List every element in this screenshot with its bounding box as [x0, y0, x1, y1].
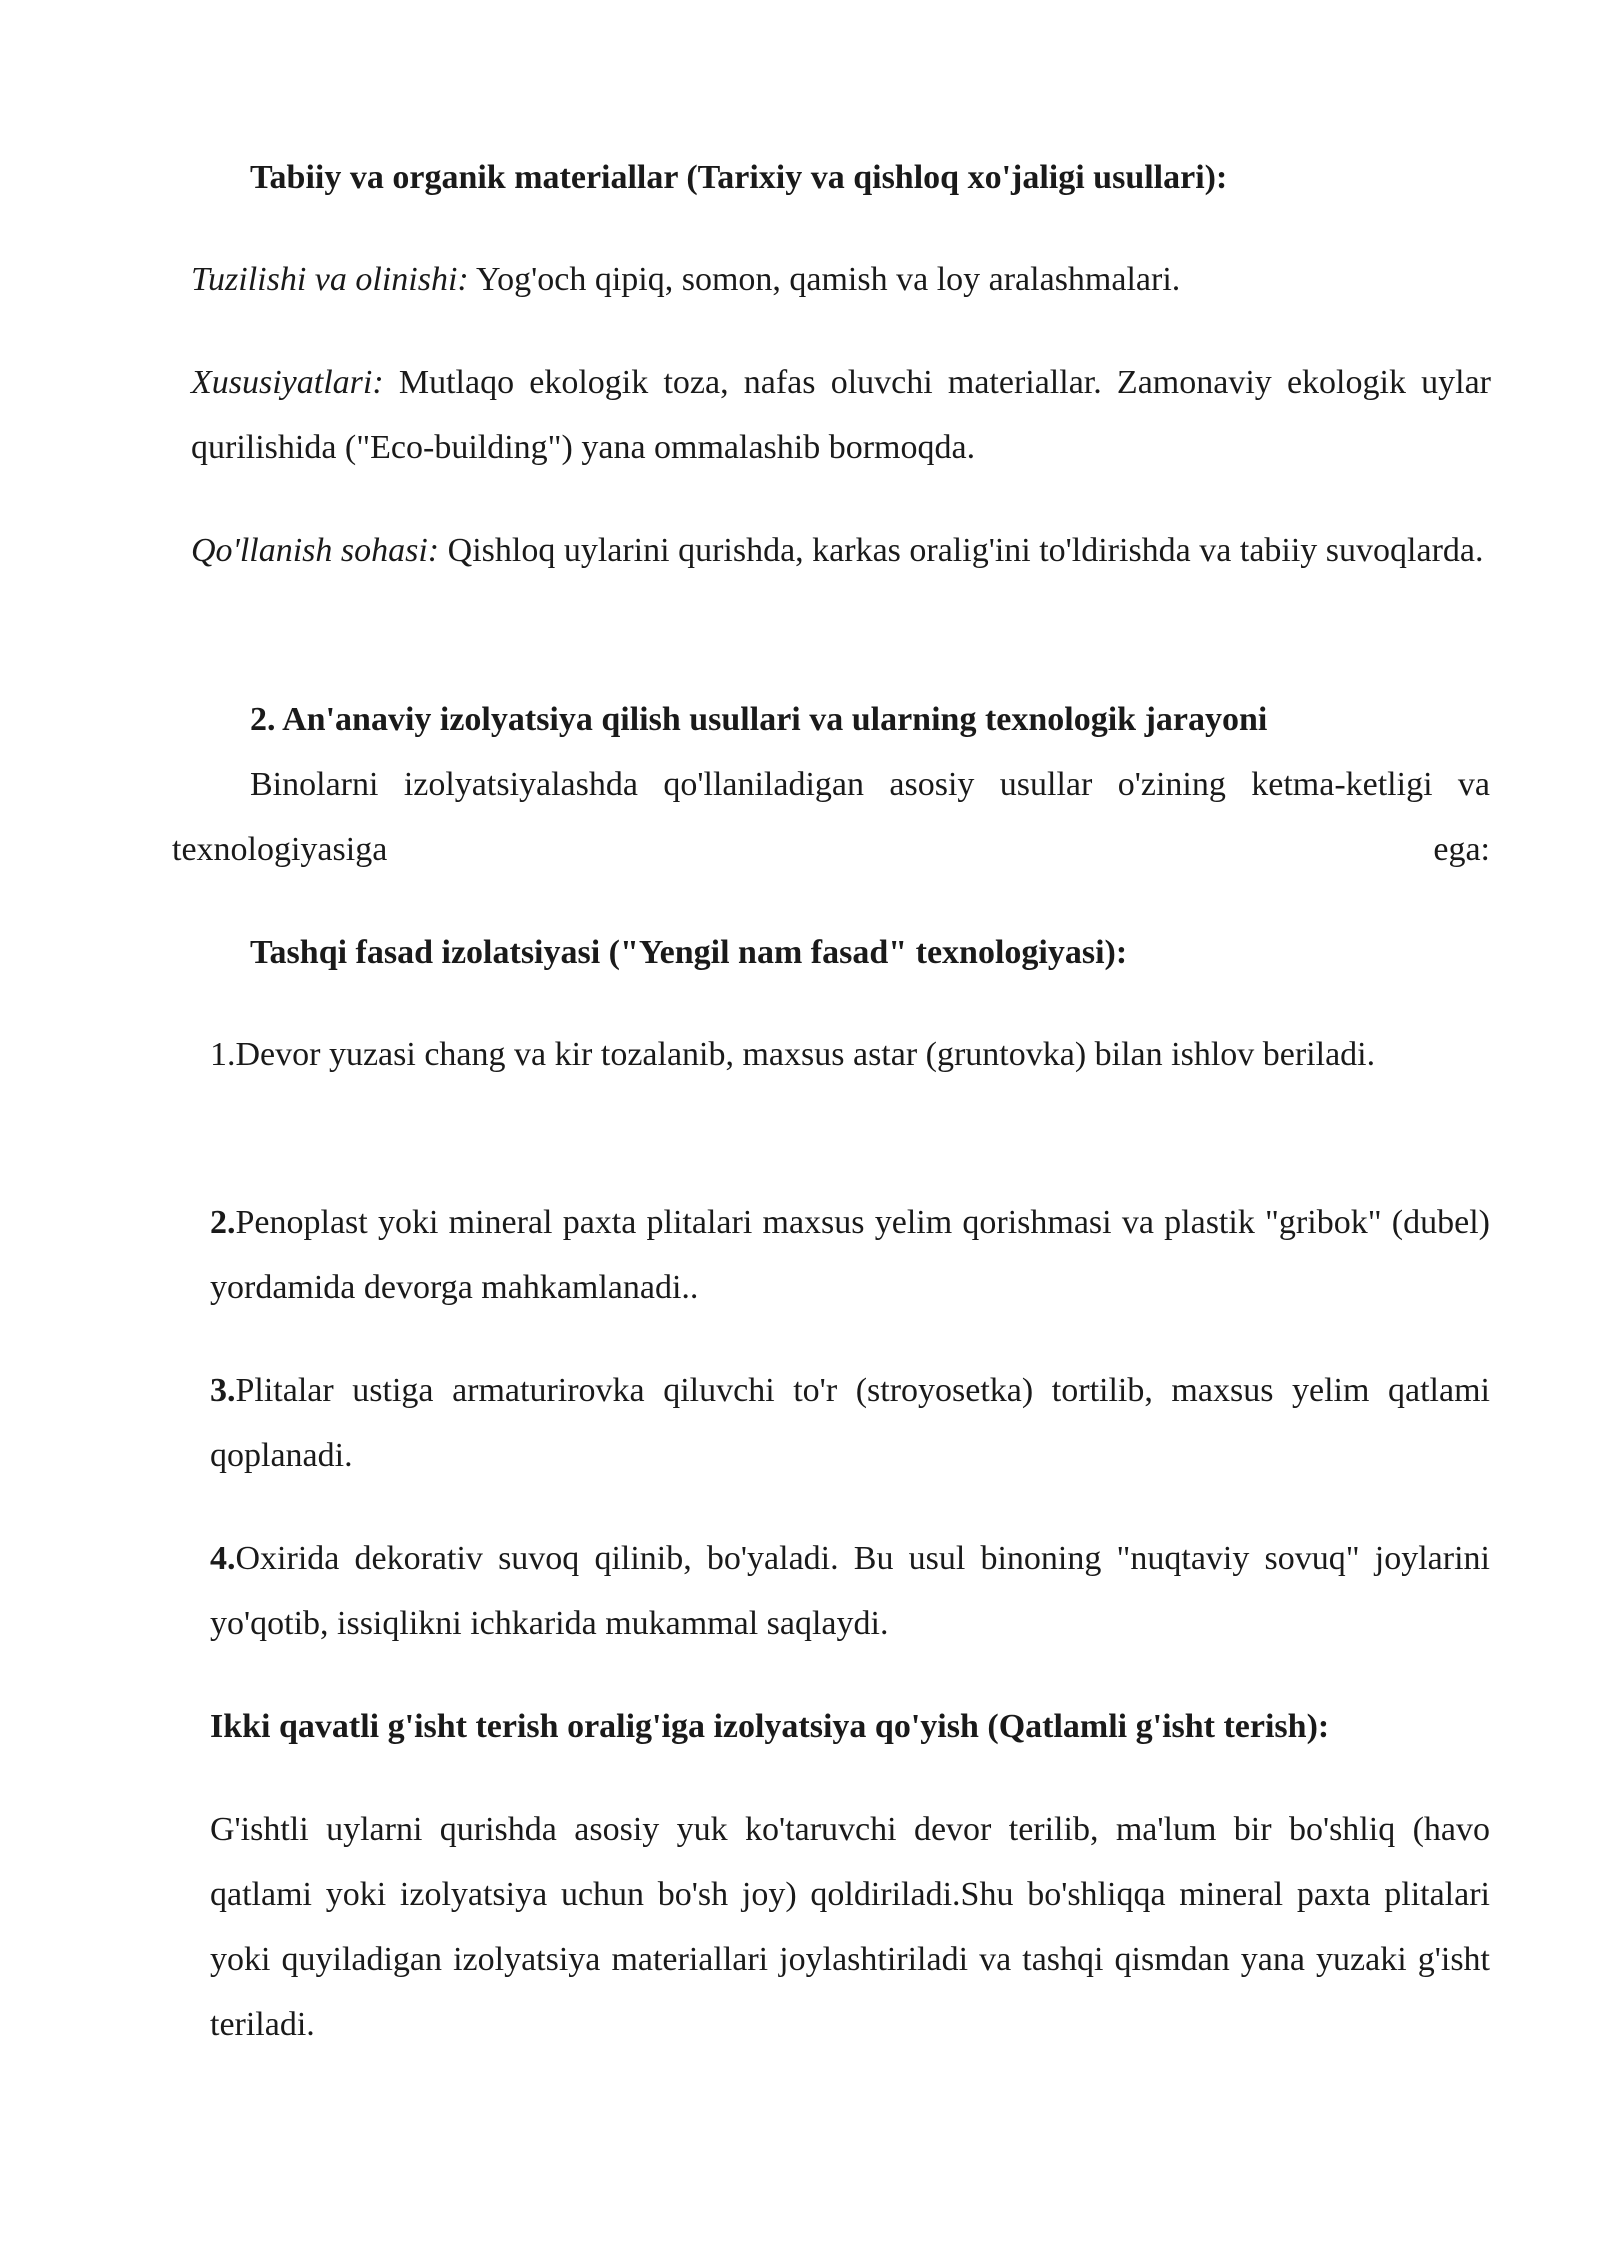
step-text: Plitalar ustiga armaturirovka qiluvchi to'r (stroyosetka) tortilib, maxsus yelim qatlami qoplanadi.: [210, 1372, 1490, 1474]
section-heading-facade: Tashqi fasad izolatsiyasi ("Yengil nam fasad" texnologiyasi):: [250, 934, 1128, 971]
section-heading-brick: Ikki qavatli g'isht terish oralig'iga izolyatsiya qo'yish (Qatlamli g'isht terish):: [210, 1708, 1330, 1745]
paragraph-properties: [191, 350, 1491, 480]
label-properties: Xususiyatlari:: [191, 364, 384, 401]
step-number: 2.: [210, 1204, 236, 1241]
text-application: Qishloq uylarini qurishda, karkas oralig'ini to'ldirishda va tabiiy suvoqlarda.: [439, 532, 1484, 569]
list-item-step-4: [210, 1526, 1490, 1656]
text-properties: Mutlaqo ekologik toza, nafas oluvchi materiallar. Zamonaviy ekologik uylar qurilishida ("Eco-building") yana ommalashib bormoqda.: [191, 364, 1491, 466]
paragraph-application: [191, 518, 1491, 583]
list-item-step-1: [210, 1022, 1490, 1087]
step-text: Devor yuzasi chang va kir tozalanib, maxsus astar (gruntovka) bilan ishlov beriladi.: [235, 1036, 1376, 1073]
step-text: Penoplast yoki mineral paxta plitalari maxsus yelim qorishmasi va plastik "gribok" (dubel) yordamida devorga mahkamlanadi..: [210, 1204, 1490, 1306]
step-number: 3.: [210, 1372, 236, 1409]
list-item-step-2: [210, 1190, 1490, 1320]
paragraph-brick: G'ishtli uylarni qurishda asosiy yuk ko'taruvchi devor terilib, ma'lum bir bo'shliq (havo qatlami yoki izolyatsiya uchun bo'sh joy) qoldiriladi.Shu bo'shliqqa mineral paxta plitalari yoki quyiladigan izolyatsiya materiallari joylashtiriladi va tashqi qismdan yana yuzaki g'isht teriladi.: [210, 1811, 1490, 2043]
label-structure: Tuzilishi va olinishi:: [191, 261, 469, 298]
section-heading-natural-materials: Tabiiy va organik materiallar (Tarixiy va qishloq xo'jaligi usullari):: [250, 159, 1228, 196]
paragraph-intro: Binolarni izolyatsiyalashda qo'llaniladigan asosiy usullar o'zining ketma-ketligi va texnologiyasiga ega:: [172, 766, 1490, 868]
paragraph-structure: [191, 247, 1491, 312]
step-number: 4.: [210, 1540, 236, 1577]
section-heading-traditional-methods: 2. An'anaviy izolyatsiya qilish usullari va ularning texnologik jarayoni: [250, 701, 1268, 738]
label-application: Qo'llanish sohasi:: [191, 532, 440, 569]
text-structure: Yog'och qipiq, somon, qamish va loy aralashmalari.: [468, 261, 1181, 298]
list-item-step-3: [210, 1358, 1490, 1488]
step-text: Oxirida dekorativ suvoq qilinib, bo'yaladi. Bu usul binoning "nuqtaviy sovuq" joylarini yo'qotib, issiqlikni ichkarida mukammal saqlaydi.: [210, 1540, 1490, 1642]
step-number: 1.: [210, 1036, 236, 1073]
